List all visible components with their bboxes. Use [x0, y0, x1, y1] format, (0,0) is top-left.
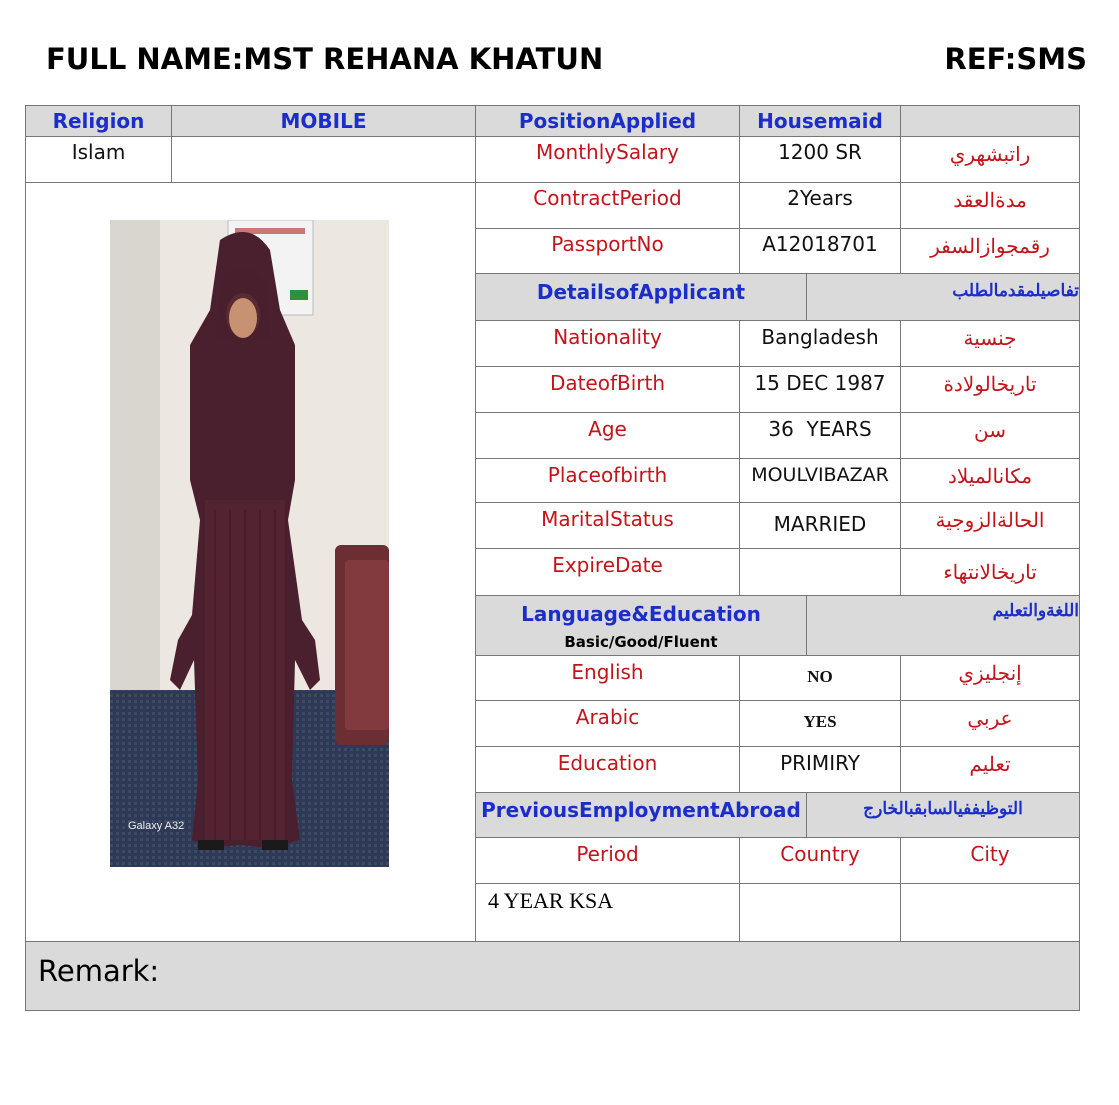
religion-label: Religion — [25, 105, 172, 137]
details-of-applicant-heading: DetailsofApplicant — [475, 273, 807, 321]
education-label: Education — [475, 746, 740, 793]
reference-code: REF:SMS — [944, 42, 1087, 76]
english-arabic: إنجليزي — [900, 655, 1080, 701]
monthly-salary-value: 1200 SR — [739, 136, 901, 183]
passport-no-value: A12018701 — [739, 228, 901, 274]
previous-employment-heading: PreviousEmploymentAbroad — [475, 792, 807, 838]
city-header: City — [900, 837, 1080, 884]
contract-period-value: 2Years — [739, 182, 901, 229]
language-education-title: Language&Education — [521, 601, 761, 626]
monthly-salary-label: MonthlySalary — [475, 136, 740, 183]
position-applied-value: Housemaid — [739, 105, 901, 137]
remark-label: Remark: — [38, 954, 160, 988]
age-arabic: سن — [900, 412, 1080, 459]
mobile-value — [171, 136, 476, 183]
marital-status-label: MaritalStatus — [475, 502, 740, 549]
age-value: 36 YEARS — [739, 412, 901, 459]
previous-city-value — [900, 883, 1080, 942]
monthly-salary-arabic: راتبشهري — [900, 136, 1080, 183]
applicant-form-table — [25, 105, 1080, 1011]
date-of-birth-label: DateofBirth — [475, 366, 740, 413]
language-education-heading — [475, 595, 807, 656]
english-value: NO — [739, 655, 901, 701]
place-of-birth-arabic: مكانالميلاد — [900, 458, 1080, 503]
place-of-birth-label: Placeofbirth — [475, 458, 740, 503]
arabic-arabic: عربي — [900, 700, 1080, 747]
english-label: English — [475, 655, 740, 701]
position-arabic-cell — [900, 105, 1080, 137]
previous-country-value — [739, 883, 901, 942]
expire-date-label: ExpireDate — [475, 548, 740, 596]
marital-status-value: MARRIED — [739, 502, 901, 549]
previous-employment-arabic: التوظيففيالسابقبالخارج — [806, 792, 1080, 838]
previous-period-value: 4 YEAR KSA — [475, 883, 740, 942]
date-of-birth-value: 15 DEC 1987 — [739, 366, 901, 413]
contract-period-label: ContractPeriod — [475, 182, 740, 229]
education-arabic: تعليم — [900, 746, 1080, 793]
passport-no-arabic: رقمجوازالسفر — [900, 228, 1080, 274]
contract-period-arabic: مدةالعقد — [900, 182, 1080, 229]
country-header: Country — [739, 837, 901, 884]
nationality-label: Nationality — [475, 320, 740, 367]
language-education-arabic: اللغةوالتعليم — [806, 595, 1080, 656]
details-of-applicant-arabic: تفاصيلمقدمالطلب — [806, 273, 1080, 321]
applicant-photo-image — [110, 220, 389, 867]
place-of-birth-value: MOULVIBAZAR — [739, 458, 901, 503]
applicant-photo — [110, 220, 389, 867]
photo-watermark: Galaxy A32 — [128, 820, 185, 832]
position-applied-label: PositionApplied — [475, 105, 740, 137]
passport-no-label: PassportNo — [475, 228, 740, 274]
remark-row — [25, 941, 1080, 1011]
expire-date-arabic: تاريخالانتهاء — [900, 548, 1080, 596]
mobile-label: MOBILE — [171, 105, 476, 137]
arabic-value: YES — [739, 700, 901, 747]
religion-value: Islam — [25, 136, 172, 183]
marital-status-arabic: الحالةالزوجية — [900, 502, 1080, 549]
language-education-subtitle: Basic/Good/Fluent — [564, 632, 718, 651]
date-of-birth-arabic: تاريخالولادة — [900, 366, 1080, 413]
nationality-arabic: جنسية — [900, 320, 1080, 367]
nationality-value: Bangladesh — [739, 320, 901, 367]
age-label: Age — [475, 412, 740, 459]
arabic-label: Arabic — [475, 700, 740, 747]
period-header: Period — [475, 837, 740, 884]
expire-date-value — [739, 548, 901, 596]
full-name-heading: FULL NAME:MST REHANA KHATUN — [46, 42, 604, 76]
education-value: PRIMIRY — [739, 746, 901, 793]
